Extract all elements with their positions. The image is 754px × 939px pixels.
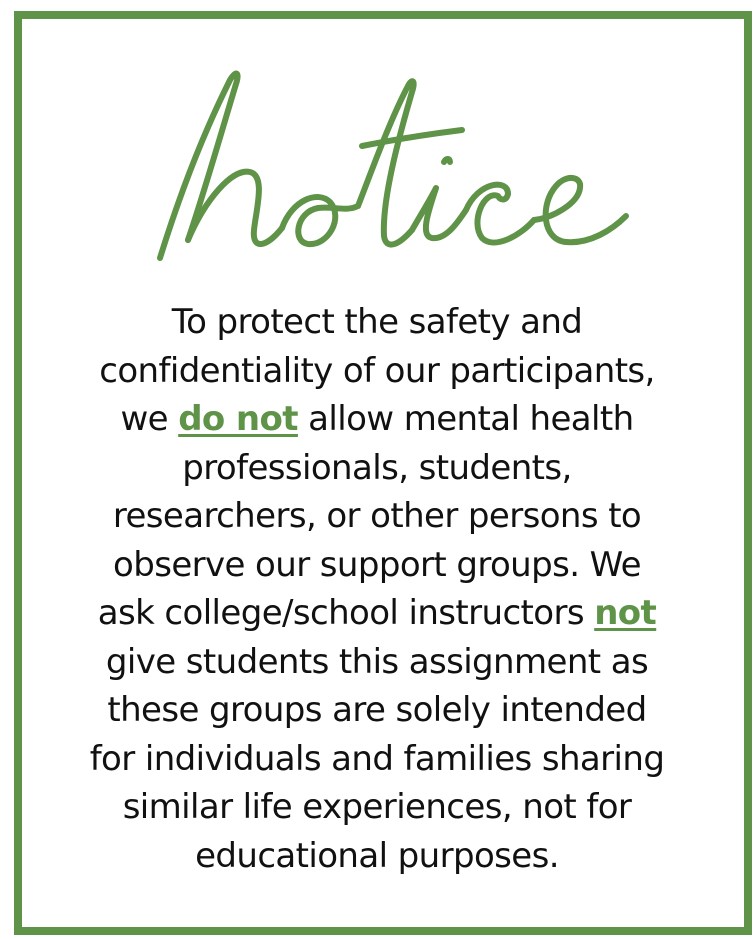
notice-body-line bbox=[30, 832, 724, 881]
notice-body-text bbox=[30, 298, 724, 880]
body-text-segment: for individuals and families sharing bbox=[89, 738, 665, 779]
body-text-segment: educational purposes. bbox=[195, 835, 559, 876]
notice-body-line bbox=[30, 638, 724, 687]
body-text-segment: we bbox=[120, 399, 179, 439]
body-text-segment: ask college/school instructors bbox=[97, 593, 595, 633]
body-text-segment: these groups are solely intended bbox=[107, 690, 647, 730]
notice-body-line bbox=[30, 783, 724, 832]
notice-title bbox=[0, 50, 754, 290]
notice-body-line bbox=[30, 298, 724, 347]
notice-body-line bbox=[30, 541, 724, 590]
notice-script-lettering bbox=[0, 50, 754, 290]
body-text-segment: researchers, or other persons to bbox=[112, 496, 642, 536]
emphasis-text: do not bbox=[178, 399, 298, 439]
body-text-segment: To protect the safety and bbox=[171, 302, 583, 342]
notice-body-line bbox=[30, 395, 724, 444]
body-text-segment: give students this assignment as bbox=[105, 641, 649, 682]
body-text-segment: similar life experiences, not for bbox=[122, 787, 632, 827]
notice-body-line bbox=[30, 686, 724, 735]
notice-body-line bbox=[30, 444, 724, 493]
body-text-segment: professionals, students, bbox=[182, 447, 572, 488]
emphasis-text: not bbox=[594, 593, 657, 633]
notice-body-line bbox=[30, 492, 724, 541]
notice-body-line bbox=[30, 589, 724, 638]
body-text-segment: observe our support groups. We bbox=[113, 544, 641, 585]
notice-body-line bbox=[30, 735, 724, 784]
body-text-segment: allow mental health bbox=[297, 399, 634, 439]
notice-body-line bbox=[30, 347, 724, 396]
body-text-segment: confidentiality of our participants, bbox=[99, 350, 655, 391]
